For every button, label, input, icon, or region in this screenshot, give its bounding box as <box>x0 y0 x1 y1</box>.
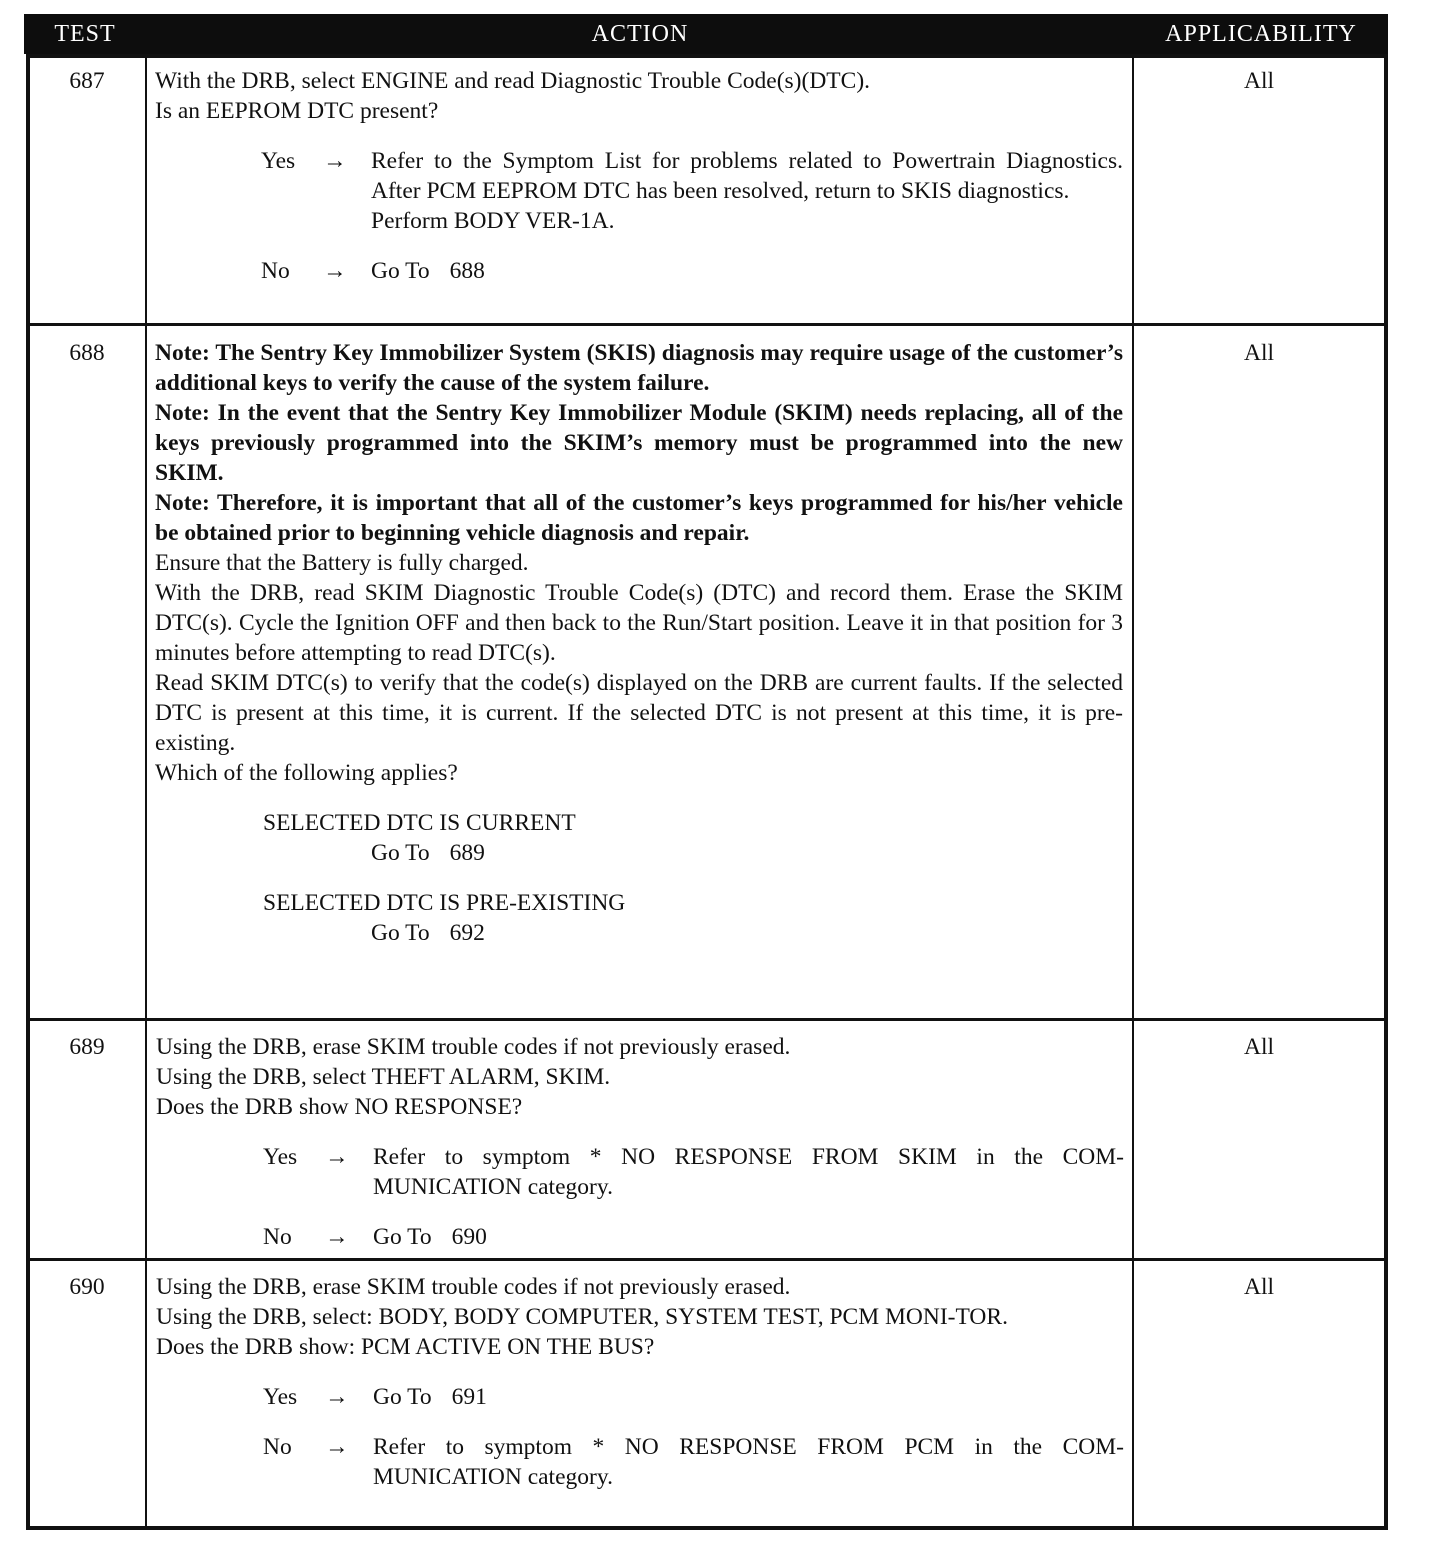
applicability-value: All <box>1243 340 1275 366</box>
yes-text: Refer to symptom * NO RESPONSE FROM SKIM in the COM-MUNICATION category. <box>373 1144 1124 1200</box>
no-option <box>155 256 1123 286</box>
no-goto <box>373 1222 1124 1252</box>
no-label: No <box>261 258 290 284</box>
goto-label: Go To <box>371 840 430 866</box>
row-divider <box>26 323 1388 326</box>
instruction-text: With the DRB, read SKIM Diagnostic Trouble Code(s) (DTC) and record them. Erase the SKIM DTC(s). Cycle the Ignition OFF and then back to the Run/Start position. Leave it in that position for 3 minutes before attempting to read DTC(s). <box>155 580 1123 666</box>
applicability-value: All <box>1243 1034 1275 1060</box>
goto-target: 692 <box>449 920 485 946</box>
question-line: Using the DRB, select THEFT ALARM, SKIM. <box>156 1064 611 1090</box>
question-line: Does the DRB show: PCM ACTIVE ON THE BUS? <box>156 1334 655 1360</box>
action-cell <box>155 66 1123 286</box>
question-line: Using the DRB, select: BODY, BODY COMPUTER, SYSTEM TEST, PCM MONI-TOR. <box>156 1304 1008 1330</box>
column-divider-applicability <box>1132 54 1134 1530</box>
goto-label: Go To <box>373 1384 432 1410</box>
goto-label: Go To <box>373 1224 432 1250</box>
instruction-text: Ensure that the Battery is fully charged. <box>155 550 529 576</box>
header-action-label: ACTION <box>591 20 689 47</box>
yes-option <box>156 1382 1124 1412</box>
no-text: Refer to symptom * NO RESPONSE FROM PCM in the COM-MUNICATION category. <box>373 1434 1124 1490</box>
choice-label: SELECTED DTC IS CURRENT <box>263 810 576 836</box>
applicability-value: All <box>1243 68 1275 94</box>
goto-label: Go To <box>371 920 430 946</box>
question-line: Using the DRB, erase SKIM trouble codes if not previously erased. <box>156 1274 791 1300</box>
action-cell <box>156 1272 1124 1492</box>
question-line: Is an EEPROM DTC present? <box>155 98 439 124</box>
test-number: 690 <box>69 1274 105 1300</box>
question-line: Using the DRB, erase SKIM trouble codes if not previously erased. <box>156 1034 791 1060</box>
test-number: 687 <box>69 68 105 94</box>
yes-label: Yes <box>263 1384 298 1410</box>
goto-target: 689 <box>449 840 485 866</box>
column-divider-test <box>145 54 147 1530</box>
note-text: Note: In the event that the Sentry Key Immobilizer Module (SKIM) needs replacing, all of the keys previously programmed into the SKIM’s memory must be programmed into the new SKIM. <box>155 400 1123 486</box>
no-label: No <box>263 1224 292 1250</box>
no-option <box>156 1222 1124 1252</box>
yes-instruction <box>371 146 1123 236</box>
header-test <box>24 14 146 54</box>
row-divider <box>26 1018 1388 1021</box>
arrow-icon: → <box>325 1434 349 1460</box>
goto-target: 688 <box>449 258 485 284</box>
header-applicability-label: APPLICABILITY <box>1165 20 1357 47</box>
question-line: With the DRB, select ENGINE and read Diagnostic Trouble Code(s)(DTC). <box>155 68 871 94</box>
choice-current <box>155 808 1123 868</box>
test-number: 689 <box>69 1034 105 1060</box>
arrow-icon: → <box>325 1224 349 1250</box>
instruction-text: Which of the following applies? <box>155 760 458 786</box>
yes-label: Yes <box>261 148 296 174</box>
action-cell <box>156 1032 1124 1252</box>
yes-option <box>155 146 1123 236</box>
goto-label: Go To <box>371 258 430 284</box>
choice-pre-existing <box>155 888 1123 948</box>
yes-text: Refer to the Symptom List for problems related to Powertrain Diagnostics. After PCM EEPROM DTC has been resolved, return to SKIS diagnostics. <box>371 148 1123 204</box>
no-option <box>156 1432 1124 1492</box>
yes-text-2: Perform BODY VER-1A. <box>371 208 615 234</box>
header-action <box>146 14 1134 54</box>
question-line: Does the DRB show NO RESPONSE? <box>156 1094 523 1120</box>
arrow-icon: → <box>325 1144 349 1170</box>
header-applicability <box>1134 14 1388 54</box>
choice-goto <box>263 838 1123 868</box>
header-test-label: TEST <box>54 20 116 47</box>
applicability-value: All <box>1243 1274 1275 1300</box>
choice-label: SELECTED DTC IS PRE-EXISTING <box>263 890 626 916</box>
no-goto <box>371 256 1123 286</box>
arrow-icon: → <box>323 258 347 284</box>
yes-option <box>156 1142 1124 1202</box>
goto-target: 691 <box>451 1384 487 1410</box>
test-number: 688 <box>69 340 105 366</box>
arrow-icon: → <box>325 1384 349 1410</box>
choice-goto <box>263 918 1123 948</box>
yes-goto <box>373 1382 1124 1412</box>
row-divider <box>26 1258 1388 1261</box>
yes-label: Yes <box>263 1144 298 1170</box>
note-text: Note: Therefore, it is important that all of the customer’s keys programmed for his/her vehicle be obtained prior to beginning vehicle diagnosis and repair. <box>155 490 1123 546</box>
instruction-text: Read SKIM DTC(s) to verify that the code(s) displayed on the DRB are current faults. If the selected DTC is present at this time, it is current. If the selected DTC is not present at this time, it is pre-existing. <box>155 670 1123 756</box>
no-label: No <box>263 1434 292 1460</box>
action-cell <box>155 338 1123 948</box>
goto-target: 690 <box>451 1224 487 1250</box>
note-text: Note: The Sentry Key Immobilizer System (SKIS) diagnosis may require usage of the customer’s additional keys to verify the cause of the system failure. <box>155 340 1123 396</box>
arrow-icon: → <box>323 148 347 174</box>
